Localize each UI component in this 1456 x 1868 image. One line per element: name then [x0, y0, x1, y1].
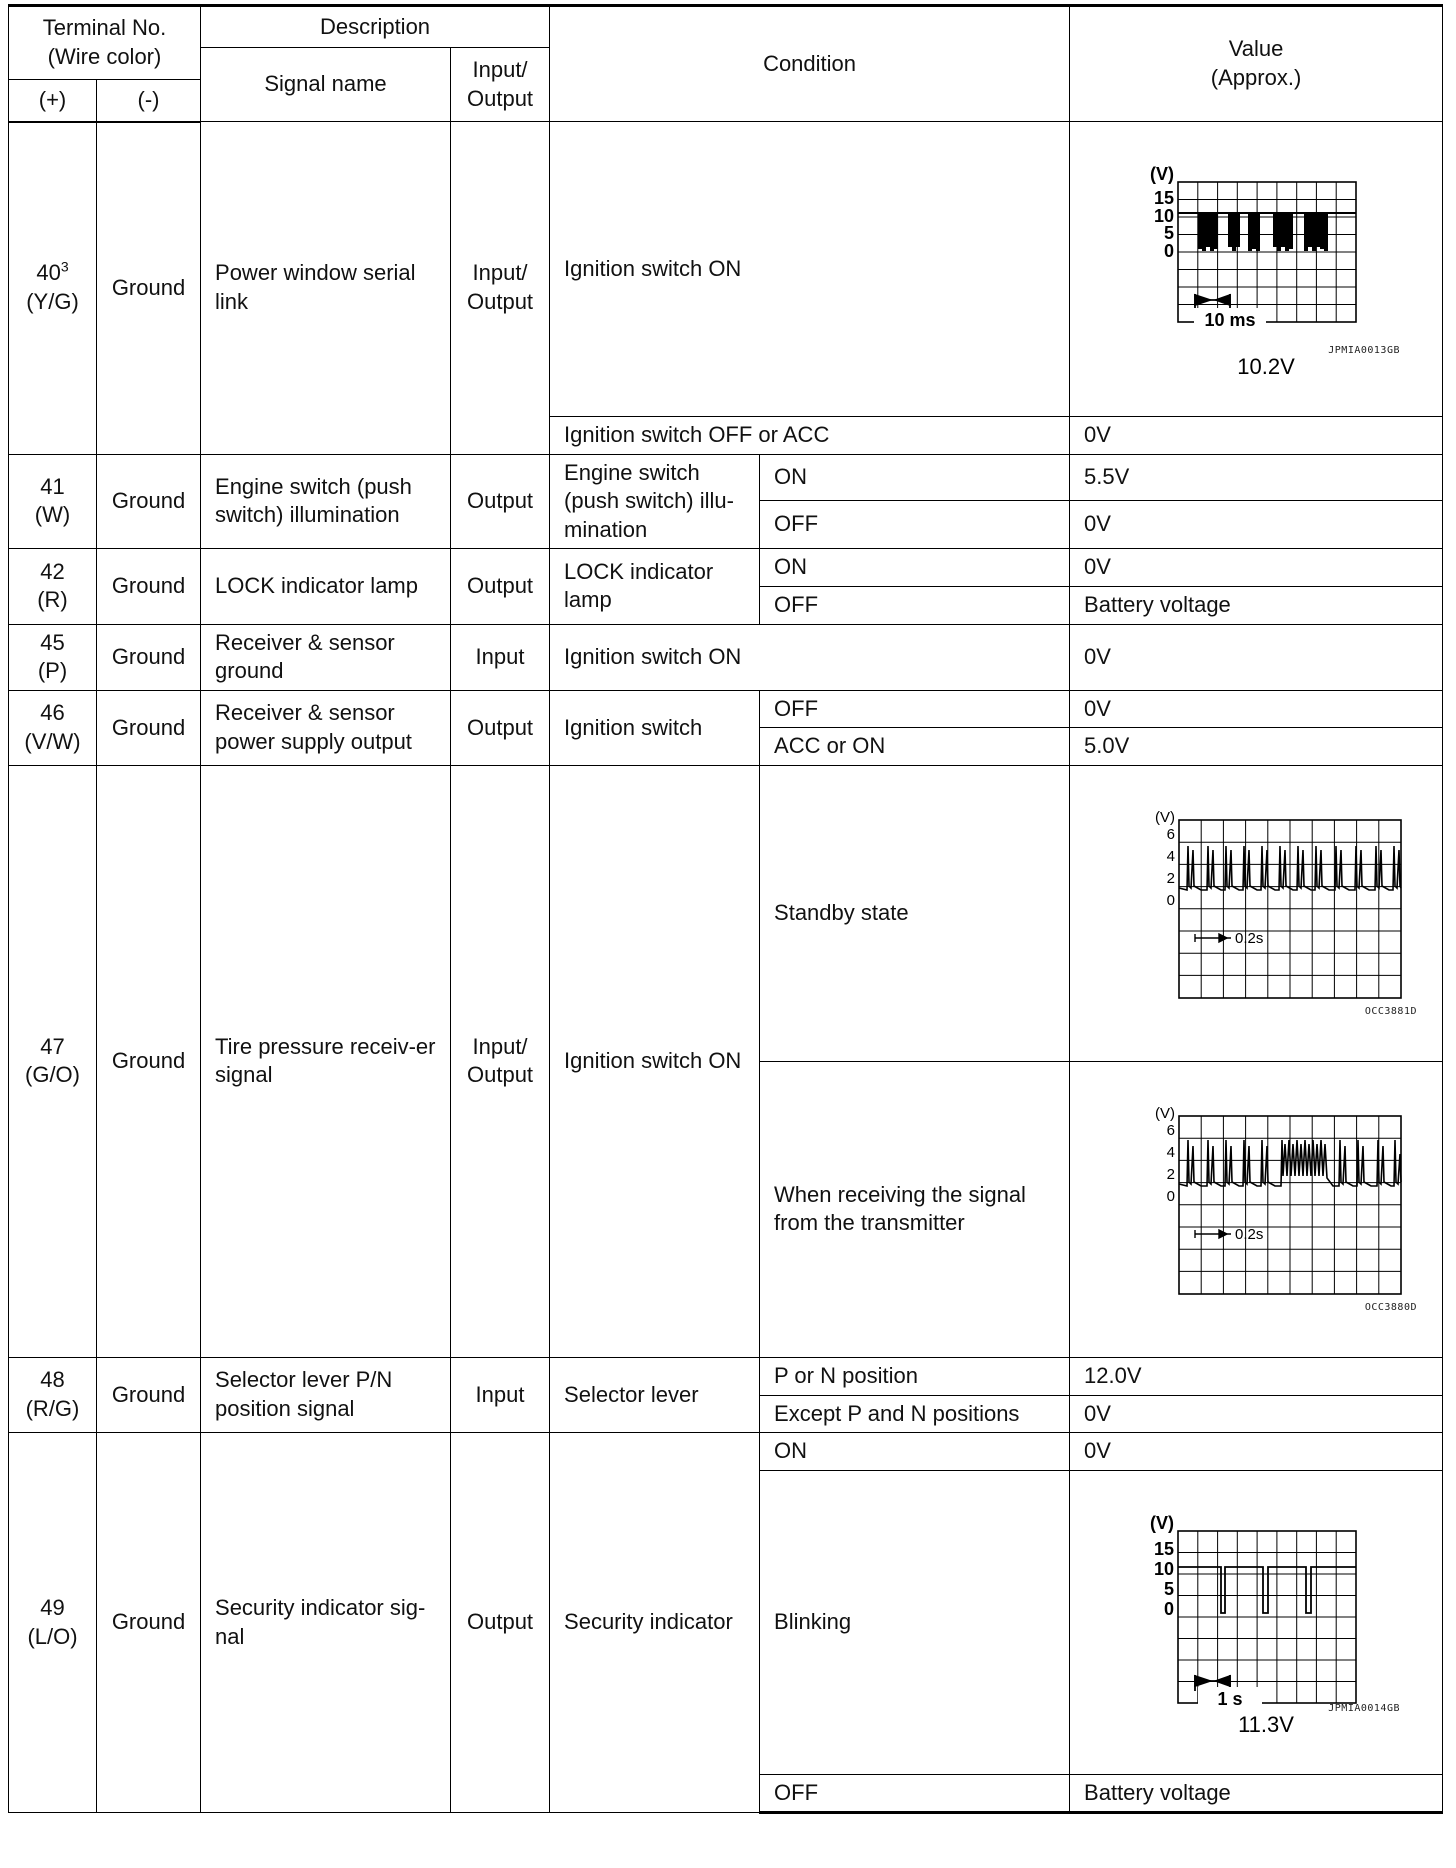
axis-unit: (V) [1155, 1105, 1176, 1123]
row-terminal-47 [9, 765, 1443, 1061]
io-cell: Output [451, 549, 550, 624]
sub-condition-cell: Except P and N positions [760, 1395, 1070, 1433]
terminal-number: 42 [40, 558, 65, 584]
axis-unit: (V) [1150, 164, 1175, 184]
wire-color: (R/G) [25, 1396, 80, 1422]
axis-tick-15: 15 [1154, 1539, 1175, 1560]
waveform-grid [1179, 820, 1401, 998]
terminal-number: 40 [36, 260, 61, 286]
sub-condition-cell: ON [760, 549, 1070, 587]
value-cell: 5.5V [1070, 454, 1443, 500]
row-terminal-42 [9, 549, 1443, 587]
time-scale-label: 1 s [1217, 1689, 1243, 1710]
axis-tick-4: 4 [1166, 848, 1176, 866]
header-condition: Condition [550, 6, 1070, 122]
header-terminal-no [9, 6, 201, 80]
value-cell: 0V [1070, 624, 1443, 690]
io-cell: Input/ Output [451, 765, 550, 1357]
header-minus: (-) [97, 80, 201, 122]
wire-color: (G/O) [25, 1062, 80, 1088]
wire-color: (L/O) [27, 1623, 78, 1649]
sub-condition-cell: OFF [760, 586, 1070, 624]
value-waveform-cell [1070, 122, 1443, 417]
io-cell: Input [451, 1357, 550, 1432]
value-cell: Battery voltage [1070, 1774, 1443, 1813]
figure-code: OCC3881D [1364, 1006, 1418, 1018]
condition-cell: Ignition switch [550, 690, 760, 765]
ground-cell: Ground [97, 624, 201, 690]
axis-unit: (V) [1150, 1513, 1175, 1534]
axis-tick-0: 0 [1166, 1188, 1176, 1206]
axis-tick-4: 4 [1166, 1144, 1176, 1162]
io-cell: Output [451, 454, 550, 549]
sub-condition-cell: OFF [760, 500, 1070, 549]
signal-name-cell: Selector lever P/N position signal [201, 1357, 451, 1432]
axis-tick-0: 0 [1164, 241, 1175, 261]
time-scale-marker [1195, 1230, 1231, 1238]
figure-code: OCC3880D [1364, 1302, 1418, 1314]
condition-cell: Ignition switch ON [550, 624, 1070, 690]
waveform-security-blink [1106, 1509, 1406, 1735]
value-cell: 12.0V [1070, 1357, 1443, 1395]
sub-condition-cell: P or N position [760, 1357, 1070, 1395]
row-terminal-41 [9, 454, 1443, 500]
ground-cell: Ground [97, 1357, 201, 1432]
header-row-1 [9, 6, 1443, 48]
condition-cell: Security indicator [550, 1433, 760, 1813]
time-scale-label: 0.2s [1235, 1226, 1264, 1244]
waveform-value: 10.2V [1237, 354, 1295, 378]
condition-cell: Ignition switch ON [550, 122, 1070, 417]
header-value [1070, 6, 1443, 122]
axis-unit: (V) [1155, 809, 1176, 827]
wire-color: (Y/G) [26, 289, 79, 315]
terminal-number: 41 [40, 473, 65, 499]
axis-tick-2: 2 [1166, 870, 1176, 888]
terminal-48 [9, 1357, 97, 1432]
terminal-spec-table [8, 4, 1443, 1814]
row-terminal-45 [9, 624, 1443, 690]
wire-color: (R) [37, 587, 68, 613]
time-scale-marker [1195, 294, 1230, 310]
header-description: Description [201, 6, 550, 48]
signal-name-cell: LOCK indicator lamp [201, 549, 451, 624]
terminal-42 [9, 549, 97, 624]
ground-cell: Ground [97, 122, 201, 455]
terminal-40 [9, 122, 97, 455]
value-cell: 0V [1070, 417, 1443, 455]
signal-name-cell: Engine switch (push switch) illumination [201, 454, 451, 549]
sub-condition-cell: ON [760, 1433, 1070, 1471]
value-cell: 0V [1070, 1395, 1443, 1433]
sub-condition-cell: ACC or ON [760, 728, 1070, 766]
row-terminal-40 [9, 122, 1443, 417]
ground-cell: Ground [97, 549, 201, 624]
io-cell: Input [451, 624, 550, 690]
condition-cell: Ignition switch ON [550, 765, 760, 1357]
value-cell: 5.0V [1070, 728, 1443, 766]
sub-condition-cell: Standby state [760, 765, 1070, 1061]
terminal-number: 45 [40, 629, 65, 655]
value-cell: Battery voltage [1070, 586, 1443, 624]
ground-cell: Ground [97, 690, 201, 765]
value-cell: 0V [1070, 500, 1443, 549]
signal-name-cell: Tire pressure receiv-er signal [201, 765, 451, 1357]
axis-tick-0: 0 [1164, 1599, 1175, 1620]
axis-tick-5: 5 [1164, 223, 1175, 243]
waveform-grid [1179, 1116, 1401, 1294]
ground-cell: Ground [97, 454, 201, 549]
terminal-41 [9, 454, 97, 549]
ground-cell: Ground [97, 1433, 201, 1813]
header-terminal-label: Terminal No. [42, 15, 167, 41]
terminal-45 [9, 624, 97, 690]
sub-condition-cell: Blinking [760, 1470, 1070, 1774]
condition-cell: Selector lever [550, 1357, 760, 1432]
time-scale-marker [1195, 934, 1231, 942]
sub-condition-cell: ON [760, 454, 1070, 500]
condition-cell: LOCK indicator lamp [550, 549, 760, 624]
terminal-46 [9, 690, 97, 765]
axis-tick-0: 0 [1166, 892, 1176, 910]
time-scale-label: 0.2s [1235, 930, 1264, 948]
io-cell: Input/ Output [451, 122, 550, 455]
io-cell: Output [451, 690, 550, 765]
row-terminal-48 [9, 1357, 1443, 1395]
signal-name-cell: Security indicator sig-nal [201, 1433, 451, 1813]
header-plus: (+) [9, 80, 97, 122]
axis-tick-5: 5 [1164, 1579, 1175, 1600]
value-waveform-cell [1070, 1061, 1443, 1357]
terminal-number: 48 [40, 1367, 65, 1393]
time-scale-label: 10 ms [1204, 310, 1256, 330]
axis-tick-10: 10 [1154, 1559, 1175, 1580]
signal-name-cell: Receiver & sensor ground [201, 624, 451, 690]
terminal-47 [9, 765, 97, 1357]
waveform-value: 11.3V [1238, 1712, 1294, 1736]
row-terminal-46 [9, 690, 1443, 728]
figure-code: JPMIA0013GB [1328, 345, 1401, 356]
value-cell: 0V [1070, 690, 1443, 728]
header-wire-color-label: (Wire color) [47, 44, 162, 69]
axis-tick-6: 6 [1166, 826, 1176, 844]
signal-name-cell: Receiver & sensor power supply output [201, 690, 451, 765]
figure-code: JPMIA0014GB [1328, 1703, 1401, 1715]
axis-tick-15: 15 [1154, 188, 1175, 208]
waveform-grid [1178, 1531, 1356, 1703]
terminal-49 [9, 1433, 97, 1813]
value-cell: 0V [1070, 549, 1443, 587]
header-input-output: Input/ Output [451, 48, 550, 122]
wire-color: (W) [34, 502, 71, 528]
axis-tick-6: 6 [1166, 1122, 1176, 1140]
header-value-label: Value [1228, 36, 1284, 62]
wire-color: (V/W) [24, 728, 81, 754]
value-waveform-cell [1070, 765, 1443, 1061]
value-waveform-cell [1070, 1470, 1443, 1774]
waveform-receiving [1091, 1104, 1421, 1314]
terminal-superscript: 3 [60, 259, 69, 276]
terminal-number: 49 [40, 1595, 65, 1621]
ground-cell: Ground [97, 765, 201, 1357]
io-cell: Output [451, 1433, 550, 1813]
header-signal-name: Signal name [201, 48, 451, 122]
value-cell: 0V [1070, 1433, 1443, 1471]
terminal-spec-page [8, 4, 1442, 1814]
sub-condition-cell: OFF [760, 1774, 1070, 1813]
waveform-standby [1091, 808, 1421, 1018]
sub-condition-cell: When receiving the signal from the transmitter [760, 1061, 1070, 1357]
axis-tick-10: 10 [1154, 206, 1175, 226]
terminal-number: 47 [40, 1033, 65, 1059]
wire-color: (P) [37, 658, 68, 684]
condition-cell: Ignition switch OFF or ACC [550, 417, 1070, 455]
header-approx-label: (Approx.) [1210, 65, 1302, 90]
condition-cell: Engine switch (push switch) illu-mination [550, 454, 760, 549]
terminal-number: 46 [40, 700, 65, 726]
axis-tick-2: 2 [1166, 1166, 1176, 1184]
signal-name-cell: Power window serial link [201, 122, 451, 455]
sub-condition-cell: OFF [760, 690, 1070, 728]
waveform-power-window [1106, 160, 1406, 378]
row-terminal-49 [9, 1433, 1443, 1471]
